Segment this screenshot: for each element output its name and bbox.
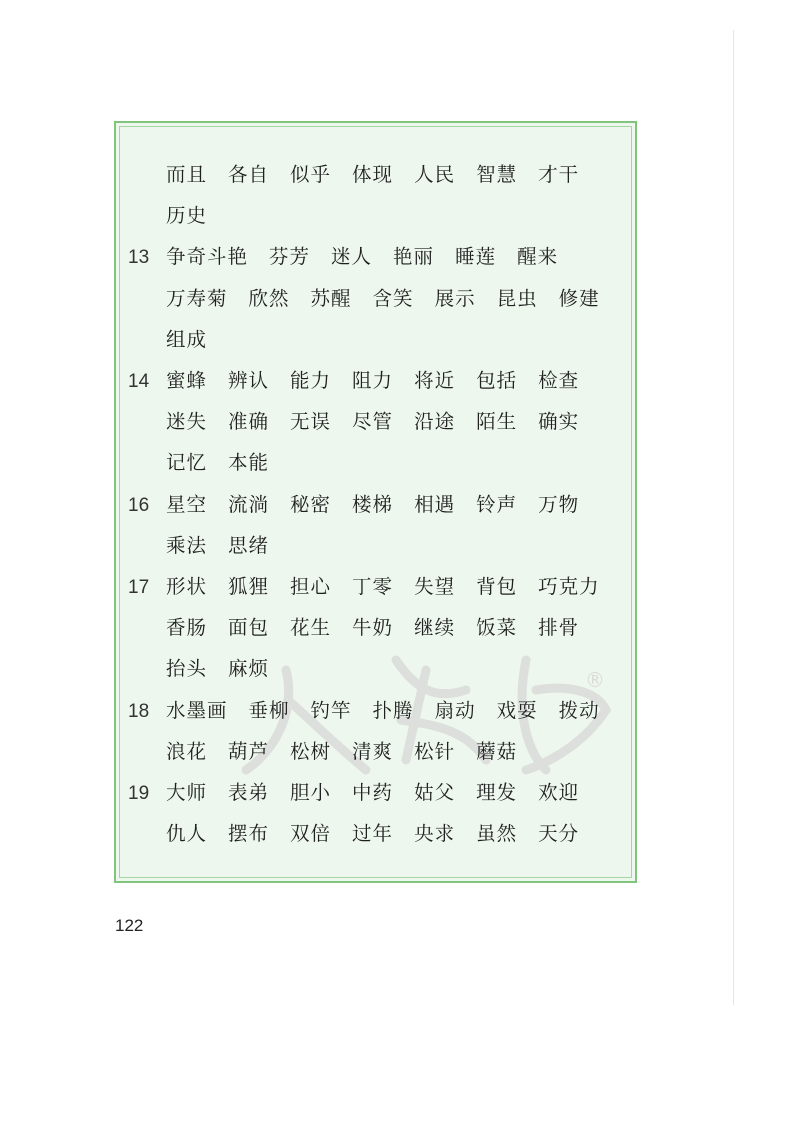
word-group — [166, 654, 290, 684]
vocab-word: 迷失 — [166, 410, 208, 434]
vocab-word: 欢迎 — [538, 781, 580, 804]
vocab-word: 准确 — [228, 410, 270, 434]
word-group — [166, 407, 600, 437]
vocab-word: 阻力 — [352, 369, 394, 392]
vocab-word: 虽然 — [476, 822, 518, 846]
vocab-line — [128, 572, 621, 602]
vocab-word: 流淌 — [228, 492, 270, 516]
vocab-line — [128, 407, 600, 437]
vocab-word: 陌生 — [476, 410, 518, 434]
vocab-word: 钓竿 — [310, 698, 352, 722]
vocab-word: 失望 — [414, 575, 456, 598]
vocab-word: 牛奶 — [352, 616, 394, 640]
vocab-word: 铃声 — [476, 492, 518, 516]
vocab-word: 检查 — [538, 369, 580, 392]
vocab-word: 戏耍 — [496, 698, 538, 722]
vocab-line — [128, 490, 600, 520]
vocab-word: 表弟 — [228, 781, 270, 804]
word-group — [166, 242, 579, 272]
vocab-word: 而且 — [166, 163, 208, 186]
vocab-word: 垂柳 — [248, 698, 290, 722]
vocab-word: 背包 — [476, 575, 518, 598]
lesson-number: 16 — [128, 494, 150, 516]
word-group — [166, 366, 600, 396]
vocab-word: 醒来 — [517, 245, 559, 269]
registered-mark: ® — [585, 668, 605, 692]
vocab-line — [128, 448, 290, 478]
word-group — [166, 778, 600, 808]
vocab-line — [128, 201, 228, 231]
vocab-word: 蜜蜂 — [166, 369, 208, 392]
word-group — [166, 284, 621, 314]
vocab-line — [128, 737, 538, 767]
vocab-word: 狐狸 — [228, 575, 270, 598]
vocab-word: 扇动 — [434, 698, 476, 722]
vocab-word: 无误 — [290, 410, 332, 434]
word-group — [166, 160, 600, 190]
vocab-word: 理发 — [476, 781, 518, 804]
vocab-word: 巧克力 — [538, 575, 600, 598]
vocab-word: 大师 — [166, 781, 208, 804]
vocab-word: 辨认 — [228, 369, 270, 392]
word-group — [166, 737, 538, 767]
vocab-line — [128, 819, 600, 849]
vocab-word: 秘密 — [290, 492, 332, 516]
vocab-word: 苏醒 — [310, 286, 352, 310]
vocab-word: 沿途 — [414, 410, 456, 434]
word-group — [166, 325, 228, 355]
vocab-word: 记忆 — [166, 451, 208, 475]
vocab-word: 中药 — [352, 781, 394, 804]
vocab-word: 花生 — [290, 616, 332, 640]
vocab-word: 摆布 — [228, 822, 270, 846]
word-group — [166, 613, 600, 643]
word-group — [166, 696, 621, 726]
page-number: 122 — [115, 916, 144, 935]
word-group — [166, 201, 228, 231]
word-group — [166, 448, 290, 478]
vocab-word: 楼梯 — [352, 492, 394, 516]
vocab-word: 胆小 — [290, 781, 332, 804]
vocab-line — [128, 531, 290, 561]
vocab-word: 本能 — [228, 451, 270, 475]
vocab-word: 欣然 — [248, 286, 290, 310]
vocab-word: 面包 — [228, 616, 270, 640]
vocab-word: 修建 — [558, 286, 600, 310]
vocab-word: 丁零 — [352, 575, 394, 598]
vocab-line — [128, 366, 600, 396]
vocab-word: 各自 — [228, 163, 270, 186]
vocab-word: 历史 — [166, 204, 208, 228]
vocab-word: 包括 — [476, 369, 518, 392]
vocab-word: 香肠 — [166, 616, 208, 640]
vocab-word: 将近 — [414, 369, 456, 392]
vocab-word: 扑腾 — [372, 698, 414, 722]
vocab-word: 万物 — [538, 492, 580, 516]
vocab-word: 形状 — [166, 575, 208, 598]
word-group — [166, 819, 600, 849]
vocab-word: 争奇斗艳 — [166, 245, 249, 269]
vocab-word: 浪花 — [166, 739, 208, 763]
vocab-word: 清爽 — [352, 739, 394, 763]
lesson-number: 18 — [128, 700, 150, 722]
vocab-word: 昆虫 — [496, 286, 538, 310]
vocab-word: 睡莲 — [455, 245, 497, 269]
vocab-word: 组成 — [166, 327, 208, 351]
vocab-word: 葫芦 — [228, 739, 270, 763]
vocab-word: 能力 — [290, 369, 332, 392]
vocab-word: 拨动 — [558, 698, 600, 722]
word-group — [166, 572, 621, 602]
vocab-word: 含笑 — [372, 286, 414, 310]
vocab-word: 双倍 — [290, 822, 332, 846]
vocab-word: 芬芳 — [269, 245, 311, 269]
vocab-word: 水墨画 — [166, 698, 228, 722]
vocab-word: 麻烦 — [228, 657, 270, 681]
vocab-line — [128, 778, 600, 808]
vocab-line — [128, 654, 290, 684]
vocab-word: 才干 — [538, 163, 580, 186]
word-group — [166, 490, 600, 520]
vocab-word: 展示 — [434, 286, 476, 310]
vocab-word: 迷人 — [331, 245, 373, 269]
vocab-line — [128, 325, 228, 355]
vocab-line — [128, 160, 600, 190]
vocab-word: 松树 — [290, 739, 332, 763]
page-edge-shadow — [733, 30, 734, 1005]
vocab-word: 思绪 — [228, 533, 270, 557]
vocab-line — [128, 284, 621, 314]
vocab-line — [128, 696, 621, 726]
vocab-word: 仇人 — [166, 822, 208, 846]
lesson-number: 19 — [128, 783, 150, 804]
vocab-line — [128, 613, 600, 643]
vocab-word: 排骨 — [538, 616, 580, 640]
lesson-number: 17 — [128, 577, 150, 598]
lesson-number: 14 — [128, 371, 150, 392]
vocab-word: 继续 — [414, 616, 456, 640]
vocab-line — [128, 242, 579, 272]
vocab-word: 智慧 — [476, 163, 518, 186]
vocab-word: 确实 — [538, 410, 580, 434]
vocab-word: 艳丽 — [393, 245, 435, 269]
vocab-word: 星空 — [166, 492, 208, 516]
vocab-word: 体现 — [352, 163, 394, 186]
vocab-word: 天分 — [538, 822, 580, 846]
vocab-word: 似乎 — [290, 163, 332, 186]
vocab-word: 万寿菊 — [166, 286, 228, 310]
vocab-word: 人民 — [414, 163, 456, 186]
lesson-number: 13 — [128, 247, 150, 269]
vocab-word: 相遇 — [414, 492, 456, 516]
vocab-word: 蘑菇 — [476, 739, 518, 763]
vocab-word: 尽管 — [352, 410, 394, 434]
vocab-word: 过年 — [352, 822, 394, 846]
vocab-word: 央求 — [414, 822, 456, 846]
vocab-word: 松针 — [414, 739, 456, 763]
vocab-word: 姑父 — [414, 781, 456, 804]
vocab-word: 抬头 — [166, 657, 208, 681]
vocab-word: 乘法 — [166, 533, 208, 557]
vocab-word: 担心 — [290, 575, 332, 598]
word-group — [166, 531, 290, 561]
vocab-word: 饭菜 — [476, 616, 518, 640]
